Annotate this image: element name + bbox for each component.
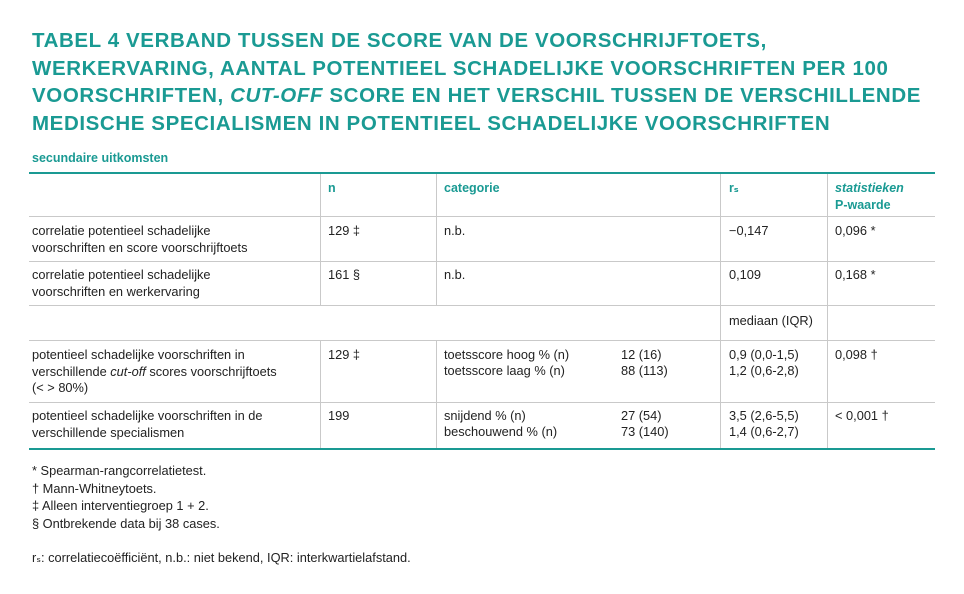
row-1-p: 0,096 * (835, 223, 876, 238)
title-line-1: TABEL 4 VERBAND TUSSEN DE SCORE VAN DE VOORSCHRIJFTOETS, (32, 29, 767, 52)
header-n: n (328, 181, 336, 195)
row-3-cat-2: toetsscore laag % (n) (444, 363, 565, 378)
row-3-p: 0,098 † (835, 347, 878, 362)
row-4-mediaan-2: 1,4 (0,6-2,7) (729, 424, 799, 439)
mediaan-label: mediaan (IQR) (729, 313, 813, 328)
header-p-waarde: P-waarde (835, 197, 891, 212)
row-1-n: 129 ‡ (328, 223, 361, 238)
footnote-4: § Ontbrekende data bij 38 cases. (32, 515, 220, 531)
header-statistieken-label: statistieken (835, 181, 904, 195)
row-1-rs: −0,147 (729, 223, 769, 238)
col-divider-1a (320, 174, 321, 305)
row-2-desc-line-1: correlatie potentieel schadelijke (32, 267, 211, 282)
row-2-p: 0,168 * (835, 267, 876, 282)
row-3-desc-line-2-b: scores voorschrijftoets (145, 363, 277, 379)
title-line-3-a: VOORSCHRIFTEN, (32, 84, 231, 107)
row-2-n: 161 § (328, 267, 361, 282)
row-3-n: 129 ‡ (328, 347, 361, 362)
row-4-cat-2-value: 73 (140) (621, 424, 669, 439)
section-label: secundaire uitkomsten (32, 151, 169, 165)
results-table (29, 172, 935, 450)
table-title (32, 27, 952, 137)
footnote-2: † Mann-Whitneytoets. (32, 480, 157, 496)
row-3-cat-2-value: 88 (113) (621, 363, 668, 378)
col-divider-2b (436, 340, 437, 448)
row-1-desc-line-2: voorschriften en score voorschrijftoets (32, 239, 248, 255)
row-2-desc-line-2: voorschriften en werkervaring (32, 283, 200, 299)
row-1-description (32, 223, 317, 256)
row-3-desc-line-1: potentieel schadelijke voorschriften in (32, 347, 245, 362)
row-3-mediaan-2: 1,2 (0,6-2,8) (729, 363, 799, 378)
row-2-rs: 0,109 (729, 267, 762, 282)
row-3-desc-line-2 (32, 364, 317, 381)
row-4-desc-line-2: verschillende specialismen (32, 424, 185, 440)
header-categorie: categorie (444, 181, 500, 195)
col-divider-3 (720, 174, 721, 448)
row-3-cat-1-value: 12 (16) (621, 347, 662, 362)
row-1-categorie: n.b. (444, 223, 466, 238)
row-4-description (32, 408, 317, 441)
title-line-2: WERKERVARING, AANTAL POTENTIEEL SCHADELIJKE VOORSCHRIFTEN PER 100 (32, 56, 889, 80)
table-top-rule (29, 172, 935, 174)
row-4-cat-1: snijdend % (n) (444, 408, 526, 423)
rule-after-row-2 (29, 305, 935, 306)
row-3-cat-1: toetsscore hoog % (n) (444, 347, 570, 362)
rule-after-header (29, 216, 935, 217)
col-divider-4 (827, 174, 828, 448)
header-rs: rₛ (729, 181, 739, 195)
title-line-4: MEDISCHE SPECIALISMEN IN POTENTIEEL SCHADELIJKE VOORSCHRIFTEN (32, 111, 831, 135)
row-4-p: < 0,001 † (835, 408, 889, 423)
title-line-3-b: SCORE EN HET VERSCHIL TUSSEN DE VERSCHILLENDE (323, 84, 921, 107)
row-4-mediaan-1: 3,5 (2,6-5,5) (729, 408, 799, 423)
table-bottom-rule (29, 448, 935, 450)
rule-after-mediaan (29, 340, 935, 341)
title-line-3 (32, 82, 952, 110)
row-4-cat-1-value: 27 (54) (621, 408, 662, 423)
footnote-3: ‡ Alleen interventiegroep 1 + 2. (32, 498, 209, 513)
title-line-3-em: CUT-OFF (230, 84, 324, 107)
row-3-desc-line-2-em: cut-off (110, 363, 146, 379)
footnotes (32, 462, 220, 532)
col-divider-2a (436, 174, 437, 305)
row-3-desc-line-3: (< > 80%) (32, 380, 89, 395)
abbreviation-legend: rₛ: correlatiecoëfficiënt, n.b.: niet bekend, IQR: interkwartielafstand. (32, 550, 411, 565)
row-4-cat-2: beschouwend % (n) (444, 424, 558, 439)
row-3-desc-line-2-a: verschillende (32, 363, 111, 379)
rule-after-row-3 (29, 402, 935, 403)
row-2-categorie: n.b. (444, 267, 466, 282)
row-2-description (32, 267, 317, 300)
row-4-n: 199 (328, 408, 350, 423)
header-statistieken (835, 180, 904, 213)
row-3-description (32, 347, 317, 397)
rule-after-row-1 (29, 261, 935, 262)
row-1-desc-line-1: correlatie potentieel schadelijke (32, 223, 211, 238)
footnote-1: * Spearman-rangcorrelatietest. (32, 463, 207, 478)
col-divider-1b (320, 340, 321, 448)
row-4-desc-line-1: potentieel schadelijke voorschriften in de (32, 408, 263, 423)
row-3-mediaan-1: 0,9 (0,0-1,5) (729, 347, 799, 362)
